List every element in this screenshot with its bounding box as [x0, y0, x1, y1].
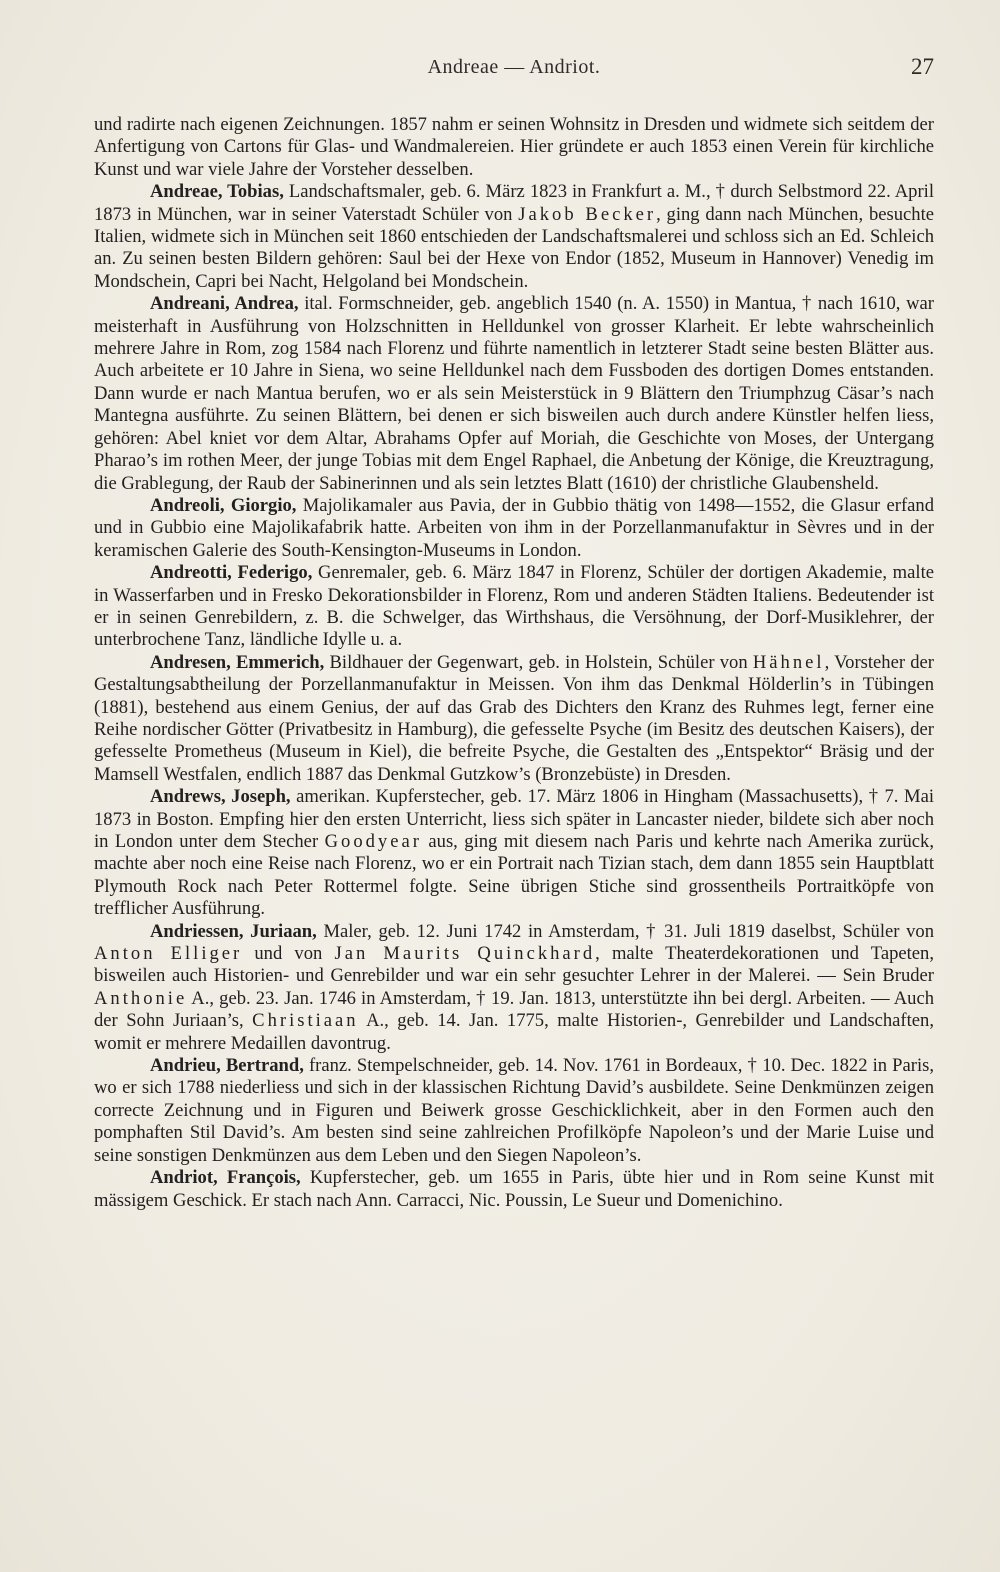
- spaced-name: Hähnel: [752, 651, 825, 673]
- spaced-name: Jakob Becker: [518, 203, 657, 225]
- dictionary-entry: [94, 181, 934, 293]
- page-header: [94, 54, 934, 84]
- entry-name: Andriessen, Juriaan,: [150, 920, 317, 942]
- entry-text: A., geb. 14. Jan. 1775, malte Historien-, Genrebilder und Landschaften, womit er mehrere Medaillen davontrug.: [94, 1010, 934, 1054]
- entry-text: , Vorsteher der Gestaltungsabtheilung der Porzellanmanufaktur in Meissen. Von ihm das Denkmal Hölderlin’s in Tübingen (1881), bestehend aus einem Genius, der auf das Grab des Dichters den Kranz des Ruhmes legt, ferner eine Reihe nordischer Götter (Privatbesitz in Hamburg), die gefesselte Psyche (im Besitz des deutschen Kaisers), der gefesselte Prometheus (Museum in Kiel), die befreite Psyche, die Gestalten des „Entspektor“ Bräsig und der Mamsell Westfalen, endlich 1887 das Denkmal Gutzkow’s (Bronzebüste) in Dresden.: [94, 651, 934, 785]
- dictionary-entry: [94, 921, 934, 1055]
- entry-name: Andreotti, Federigo,: [150, 562, 313, 584]
- spaced-name: Christiaan: [252, 1010, 359, 1032]
- spaced-name: Jan Maurits Quinckhard: [334, 943, 596, 965]
- entry-text: Bildhauer der Gegenwart, geb. in Holstein, Schüler von: [324, 651, 753, 673]
- entry-text: Kupferstecher, geb. um 1655 in Paris, übte hier und in Rom seine Kunst mit mässigem Geschick. Er stach nach Ann. Carracci, Nic. Poussin, Le Sueur und Domenichino.: [94, 1167, 934, 1211]
- spaced-name: Anthonie: [94, 987, 188, 1009]
- dictionary-entry: [94, 652, 934, 786]
- dictionary-entry: [94, 786, 934, 920]
- entry-text: und von: [242, 943, 335, 965]
- spaced-name: Anton Elliger: [94, 943, 243, 965]
- dictionary-entry: [94, 114, 934, 181]
- dictionary-entry: [94, 495, 934, 562]
- entry-name: Andrieu, Bertrand,: [150, 1055, 304, 1077]
- running-head: Andreae — Andriot.: [427, 56, 601, 78]
- dictionary-entry: [94, 562, 934, 652]
- entry-text: Majolikamaler aus Pavia, der in Gubbio thätig von 1498—1552, die Glasur erfand und in Gubbio eine Majolikafabrik hatte. Arbeiten von ihm in der Porzellanmanufaktur in Sèvres und in der keramischen Galerie des South-Kensington-Museums in London.: [94, 494, 935, 561]
- entry-text: Landschaftsmaler, geb. 6. März 1823 in Frankfurt a. M., † durch Selbstmord 22. April 1873 in München, war in seiner Vaterstadt Schüler von: [94, 181, 934, 225]
- entry-text: Genremaler, geb. 6. März 1847 in Florenz, Schüler der dortigen Akademie, malte in Wasserfarben und in Fresko Dekorationsbilder in Florenz, Rom und anderen Städten Italiens. Bedeutender ist er in seinen Genrebildern, z. B. die Schwelger, das Wirthshaus, die Versöhnung, der Dorf-Musiklehrer, der unterbrochene Tanz, ländliche Idylle u. a.: [94, 562, 934, 651]
- entry-name: Andreoli, Giorgio,: [150, 494, 297, 516]
- entry-text: aus, ging mit diesem nach Paris und kehrte nach Amerika zurück, machte aber noch eine Reise nach Florenz, wo er ein Portrait nach Tizian stach, dem dann 1855 sein Hauptblatt Plymouth Rock nach Peter Rottermel folgte. Seine übrigen Stiche sind grossentheils Portraitköpfe von trefflicher Ausführung.: [94, 831, 934, 920]
- entry-text: , malte Theaterdekorationen und Tapeten, bisweilen auch Historien- und Genrebilder und war ein sehr gesuchter Lehrer in der Malerei. — Sein Bruder: [94, 943, 934, 987]
- entry-text: Maler, geb. 12. Juni 1742 in Amsterdam, † 31. Juli 1819 daselbst, Schüler von: [316, 920, 934, 942]
- page-number: 27: [911, 54, 934, 79]
- entry-name: Andreani, Andrea,: [150, 293, 299, 315]
- entry-text: , ging dann nach München, besuchte Italien, widmete sich in München seit 1860 entschieden der Landschaftsmalerei und schloss sich an Ed. Schleich an. Zu seinen besten Bildern gehören: Saul bei der Hexe von Endor (1852, Museum in Hannover) Venedig im Mondschein, Capri bei Nacht, Helgoland bei Mondschein.: [94, 203, 934, 292]
- spaced-name: Goodyear: [324, 831, 422, 852]
- entry-text: amerikan. Kupferstecher, geb. 17. März 1806 in Hingham (Massachusetts), † 7. Mai 1873 in Boston. Empfing hier den ersten Unterricht, liess sich später in Lancaster nieder, bildete sich aber noch in London unter dem Stecher: [94, 786, 934, 852]
- entry-text: A., geb. 23. Jan. 1746 in Amsterdam, † 19. Jan. 1813, unterstützte ihn bei dergl. Arbeiten. — Auch der Sohn Juriaan’s,: [94, 987, 934, 1032]
- entry-name: Andreae, Tobias,: [150, 181, 284, 203]
- dictionary-body: [94, 114, 934, 1212]
- entry-name: Andriot, François,: [150, 1167, 301, 1189]
- entry-text: franz. Stempelschneider, geb. 14. Nov. 1761 in Bordeaux, † 10. Dec. 1822 in Paris, wo er sich 1788 niederliess und sich in der klassischen Richtung David’s ausbildete. Seine Denkmünzen zeigen correcte Zeichnung und in Figuren und Beiwerk grosse Geschicklichkeit, aber in den Formen auch den pomphaften Stil David’s. Am besten sind seine zahlreichen Profilköpfe Napoleon’s und der Marie Luise und seine sonstigen Denkmünzen aus dem Leben und den Siegen Napoleon’s.: [94, 1055, 935, 1166]
- dictionary-entry: [94, 1055, 934, 1167]
- entry-name: Andrews, Joseph,: [150, 786, 291, 808]
- dictionary-entry: [94, 293, 934, 495]
- entry-text: ital. Formschneider, geb. angeblich 1540 (n. A. 1550) in Mantua, † nach 1610, war meisterhaft in Ausführung von Holzschnitten in Helldunkel von grosser Klarheit. Er lebte wahrscheinlich mehrere Jahre in Rom, zog 1584 nach Florenz und führte namentlich in letzterer Stadt seine besten Blätter aus. Auch arbeitete er 10 Jahre in Siena, wo seine Helldunkel nach dem Fussboden des dortigen Domes entstanden. Dann wurde er nach Mantua berufen, wo er als sein Meisterstück in 9 Blättern den Triumphzug Cäsar’s nach Mantegna ausführte. Zu seinen Blättern, bei denen er sich bisweilen auch durch andere Künstler helfen liess, gehören: Abel kniet vor dem Altar, Abrahams Opfer auf Moriah, die Geschichte von Moses, der Untergang Pharao’s im rothen Meer, der junge Tobias mit dem Engel Raphael, die Anbetung der Könige, die Kreuztragung, die Grablegung, der Raub der Sabinerinnen und als sein letztes Blatt (1610) der christliche Glaubensheld.: [94, 293, 934, 494]
- entry-text: und radirte nach eigenen Zeichnungen. 1857 nahm er seinen Wohnsitz in Dresden und widmete sich seitdem der Anfertigung von Cartons für Glas- und Wandmalereien. Hier gründete er auch 1853 einen Verein für kirchliche Kunst und war viele Jahre der Vorsteher desselben.: [94, 114, 934, 180]
- entry-name: Andresen, Emmerich,: [150, 651, 325, 673]
- dictionary-entry: [94, 1167, 934, 1212]
